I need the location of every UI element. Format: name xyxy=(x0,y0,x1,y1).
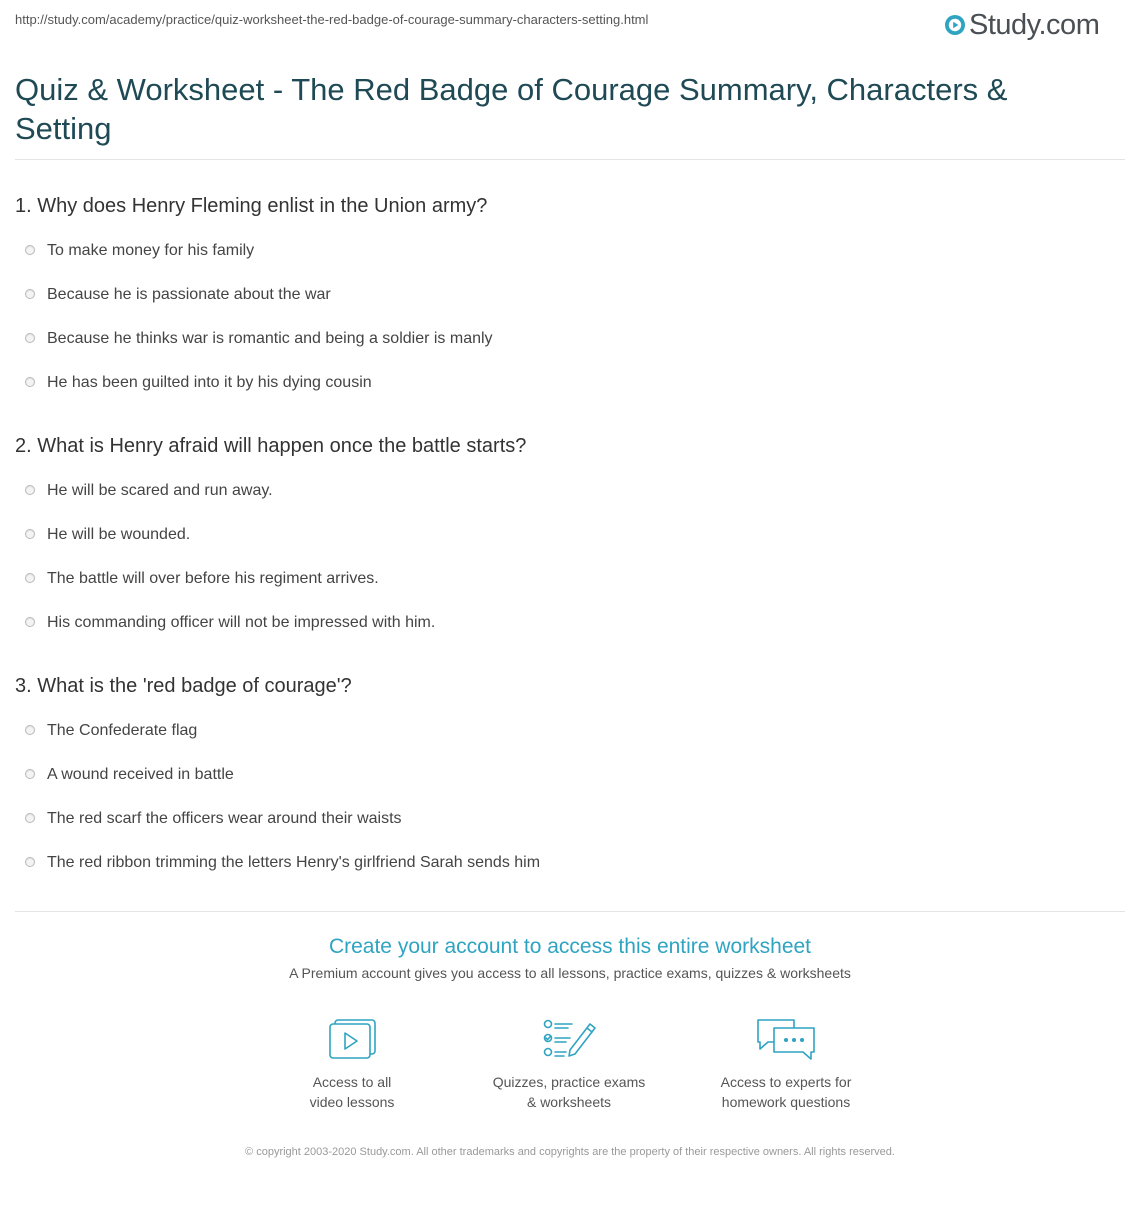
radio-button[interactable] xyxy=(25,289,35,299)
feature-label: Access to all video lessons xyxy=(309,1074,395,1110)
answer-option[interactable] xyxy=(15,841,1115,885)
option-label: The Confederate flag xyxy=(47,722,198,739)
chat-bubbles-icon xyxy=(754,1016,818,1062)
answer-option[interactable] xyxy=(15,797,1115,841)
option-label: The battle will over before his regiment arrives. xyxy=(47,570,379,587)
header-divider xyxy=(15,159,1125,160)
radio-button[interactable] xyxy=(25,857,35,867)
option-label: He will be scared and run away. xyxy=(47,482,273,499)
page-title: Quiz & Worksheet - The Red Badge of Courage Summary, Characters & Setting xyxy=(15,72,1008,146)
question-2 xyxy=(15,434,1115,645)
question-text: 1. Why does Henry Fleming enlist in the Union army? xyxy=(15,195,488,217)
radio-button[interactable] xyxy=(25,485,35,495)
premium-promo xyxy=(0,932,1140,984)
option-label: To make money for his family xyxy=(47,242,255,259)
radio-button[interactable] xyxy=(25,573,35,583)
radio-button[interactable] xyxy=(25,813,35,823)
answer-option[interactable] xyxy=(15,753,1115,797)
answer-option[interactable] xyxy=(15,229,1115,273)
option-label: The red ribbon trimming the letters Henry's girlfriend Sarah sends him xyxy=(47,854,541,871)
option-label: His commanding officer will not be impressed with him. xyxy=(47,614,436,631)
answer-options xyxy=(15,229,1115,405)
quiz-checklist-icon xyxy=(540,1016,598,1062)
feature-quizzes xyxy=(469,1016,669,1112)
logo-text: Study.com xyxy=(969,9,1100,41)
promo-divider xyxy=(15,911,1125,912)
question-3 xyxy=(15,674,1115,885)
question-1 xyxy=(15,194,1115,405)
video-lessons-icon xyxy=(324,1016,380,1062)
option-label: He will be wounded. xyxy=(47,526,191,543)
radio-button[interactable] xyxy=(25,769,35,779)
option-label: He has been guilted into it by his dying cousin xyxy=(47,374,372,391)
answer-option[interactable] xyxy=(15,469,1115,513)
create-account-link[interactable]: Create your account to access this entire worksheet xyxy=(328,935,812,958)
study-logo[interactable] xyxy=(944,8,1099,42)
feature-experts xyxy=(686,1016,886,1112)
answer-option[interactable] xyxy=(15,557,1115,601)
promo-subtitle: A Premium account gives you access to all lessons, practice exams, quizzes & worksheets xyxy=(289,965,851,981)
feature-video-lessons xyxy=(252,1016,452,1112)
answer-option[interactable] xyxy=(15,709,1115,753)
option-label: The red scarf the officers wear around their waists xyxy=(47,810,402,827)
feature-label: Quizzes, practice exams & worksheets xyxy=(492,1074,646,1110)
radio-button[interactable] xyxy=(25,333,35,343)
option-label: A wound received in battle xyxy=(47,766,234,783)
answer-option[interactable] xyxy=(15,513,1115,557)
copyright-footer: © copyright 2003-2020 Study.com. All other trademarks and copyrights are the property of their respective owners. All rights reserved. xyxy=(245,1146,895,1158)
answer-options xyxy=(15,709,1115,885)
option-label: Because he is passionate about the war xyxy=(47,286,331,303)
feature-label: Access to experts for homework questions xyxy=(720,1074,852,1110)
radio-button[interactable] xyxy=(25,245,35,255)
question-text: 3. What is the 'red badge of courage'? xyxy=(15,675,352,697)
radio-button[interactable] xyxy=(25,725,35,735)
question-text: 2. What is Henry afraid will happen once the battle starts? xyxy=(15,435,527,457)
answer-options xyxy=(15,469,1115,645)
radio-button[interactable] xyxy=(25,529,35,539)
radio-button[interactable] xyxy=(25,377,35,387)
page-url: http://study.com/academy/practice/quiz-worksheet-the-red-badge-of-courage-summary-characters-setting.html xyxy=(15,12,649,27)
option-label: Because he thinks war is romantic and being a soldier is manly xyxy=(47,330,493,347)
radio-button[interactable] xyxy=(25,617,35,627)
answer-option[interactable] xyxy=(15,601,1115,645)
answer-option[interactable] xyxy=(15,317,1115,361)
play-circle-icon xyxy=(944,14,966,36)
answer-option[interactable] xyxy=(15,273,1115,317)
answer-option[interactable] xyxy=(15,361,1115,405)
